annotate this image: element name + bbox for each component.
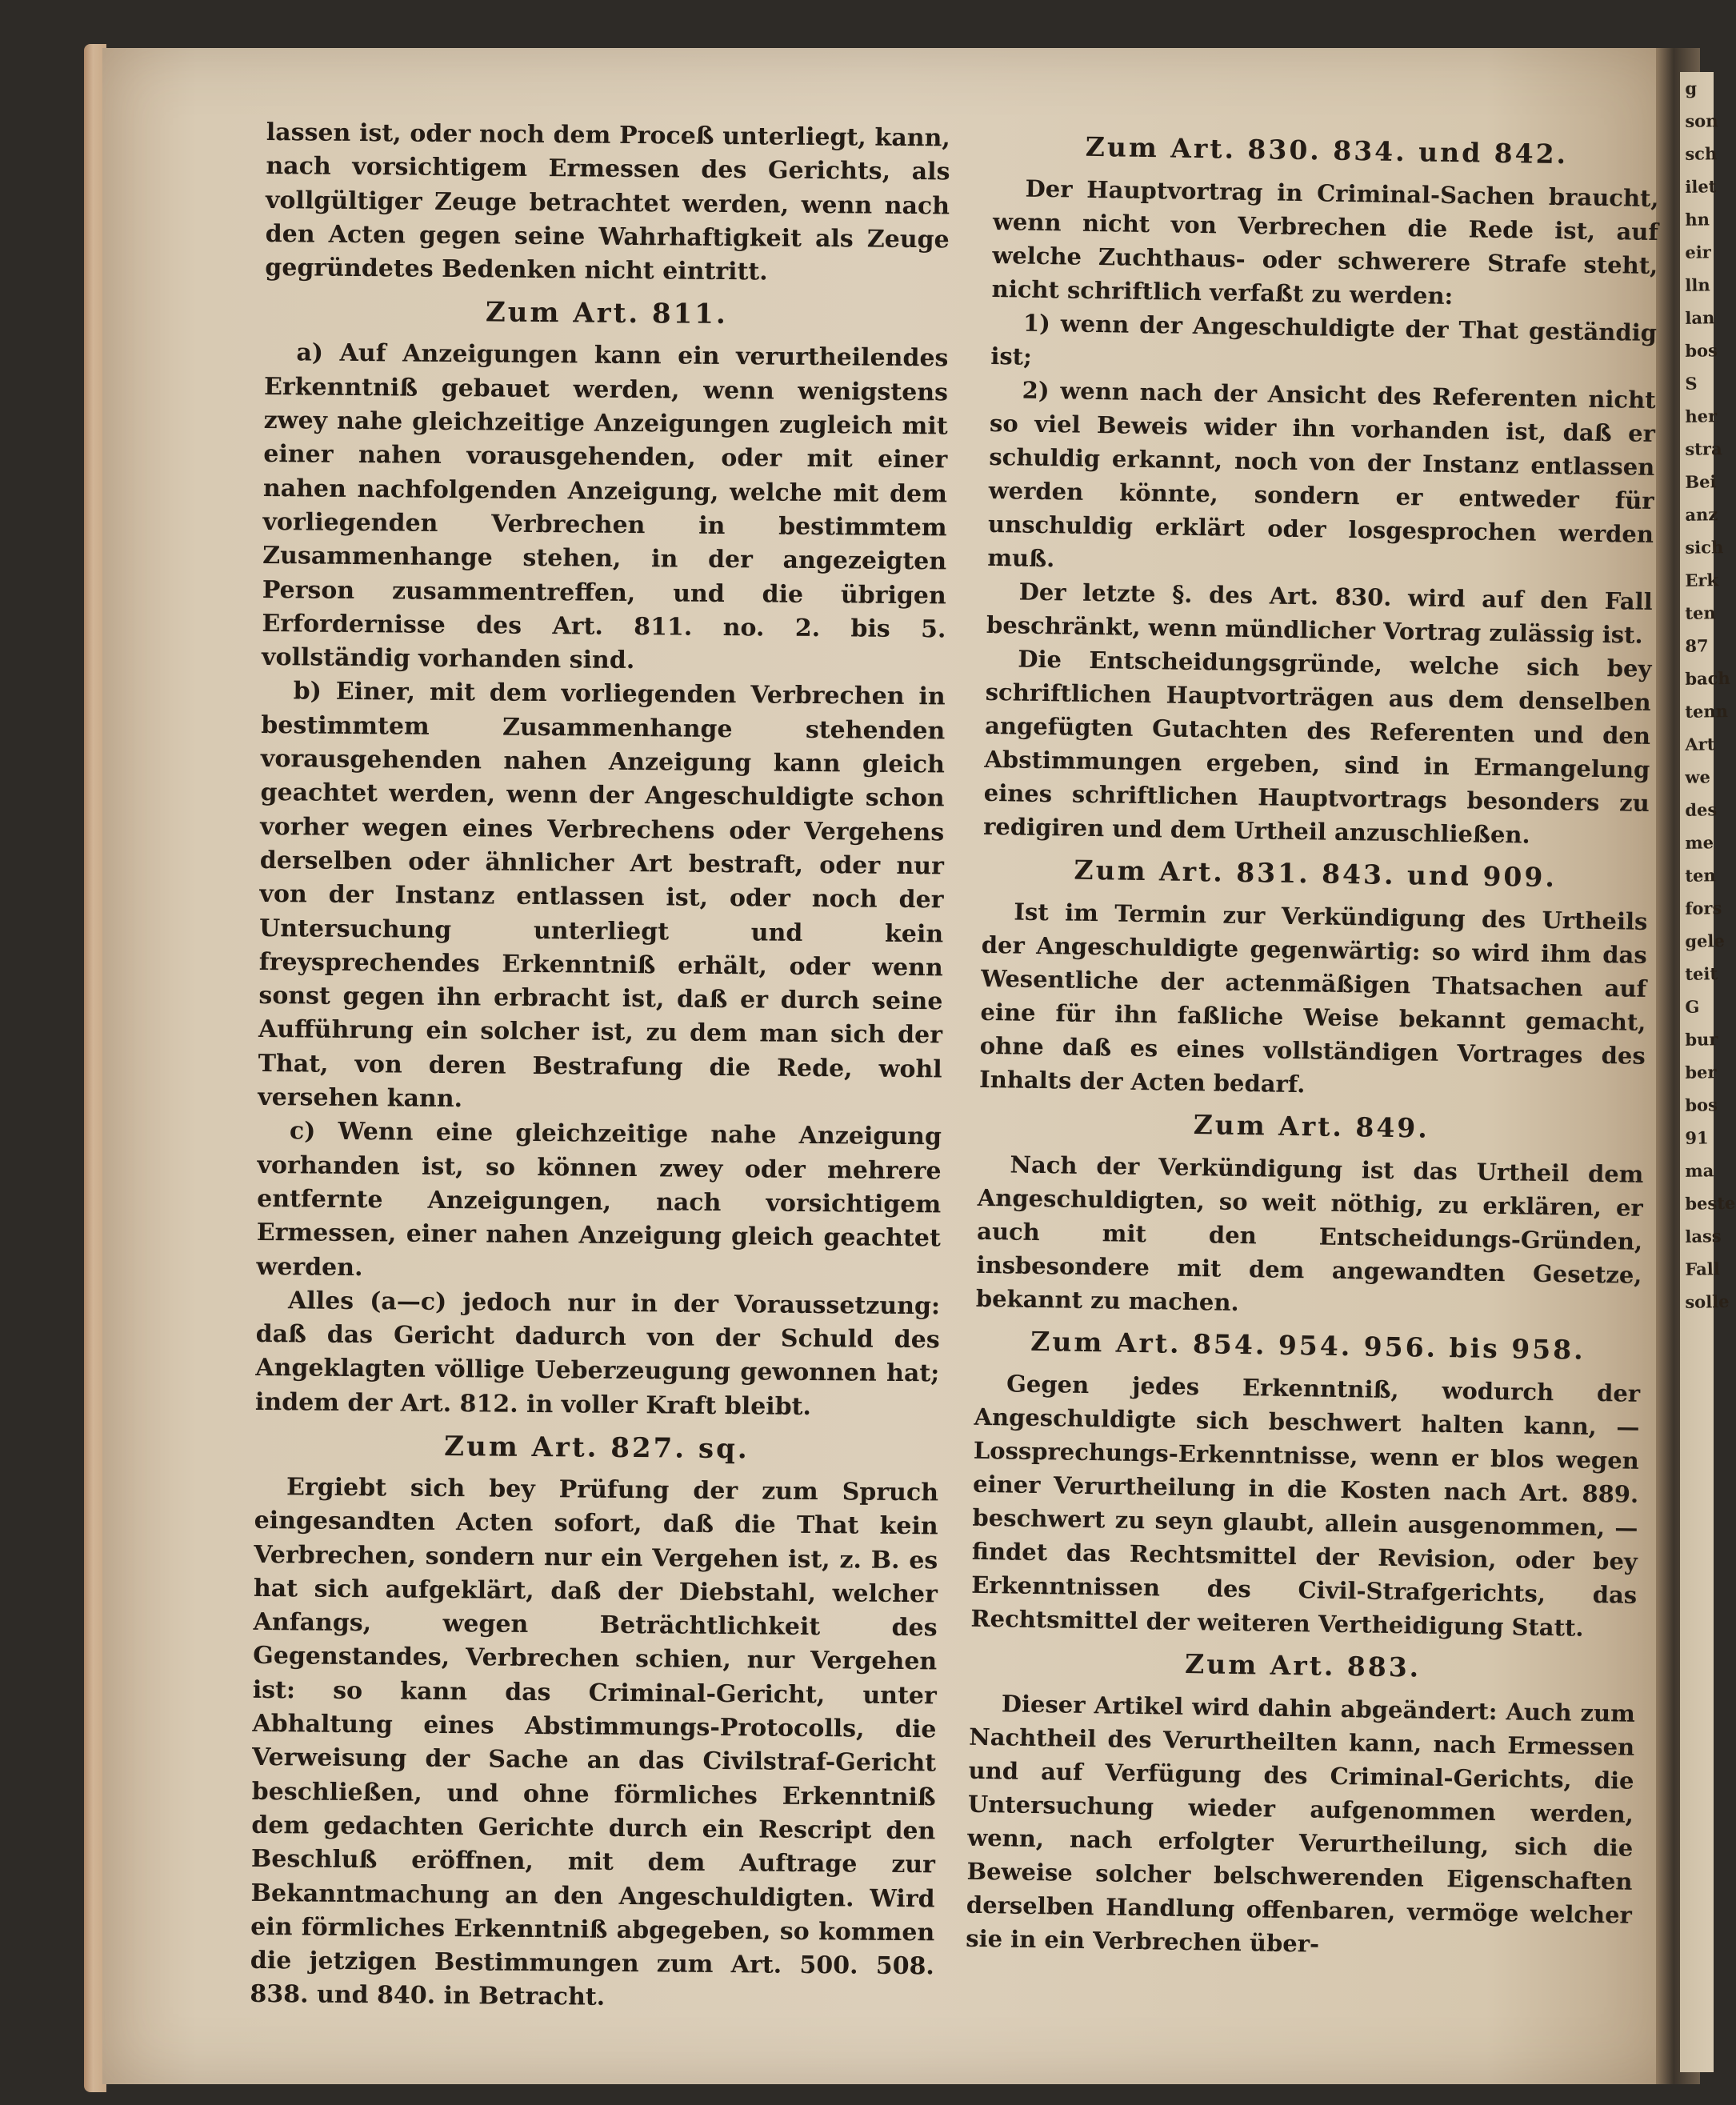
next-page-fragment: 87 (1685, 635, 1709, 656)
next-page-fragment: bos (1685, 340, 1718, 361)
heading-art-849: Zum Art. 849. (1193, 1109, 1430, 1144)
paragraph-811-alles: Alles (a—c) jedoch nur in der Voraussetzung: daß das Gericht dadurch von der Schuld des Angeklagten völlige Ueberzeugung gewonnen hat; indem der Art. 812. in voller Kraft bleibt. (254, 1287, 941, 1421)
next-page-fragment: Art (1685, 734, 1715, 754)
paragraph-811-b: b) Einer, mit dem vorliegenden Verbrechen in bestimmtem Zusammenhange stehenden vorausgehenden nahen Anzeigung kann gleich geachtet werden, wenn der Angeschuldigte schon vorher wegen eines Verbrechens oder Vergehens derselben oder ähnlicher Art bestraft, oder nur von der Instanz entlassen ist, oder noch der Untersuchung unterliegt und kein freysprechendes Erkenntniß erhält, oder wenn sonst gegen ihn erbracht ist, daß er durch seine Aufführung ein solcher ist, zu dem man sich der That, von deren Bestrafung die Rede, wohl versehen kann. (258, 677, 946, 1114)
paragraph-831: Ist im Termin zur Verkündigung des Urtheils der Angeschuldigte gegenwärtig: so wird ihm das Wesentliche der actenmäßigen Thatsachen auf eine für ihn faßliche Weise bekannt gemacht, ohne daß es eines vollständigen Vortrages des Inhalts der Acten bedarf. (978, 898, 1648, 1099)
next-page-fragment: sich (1685, 537, 1724, 558)
next-page-fragment: S (1685, 373, 1698, 394)
next-page-fragment: sch (1685, 143, 1718, 164)
paragraph-849: Nach der Verkündigung ist das Urtheil dem Angeschuldigten, so weit nöthig, zu erklären, er auch mit den Entscheidungs-Gründen, insbesondere mit dem angewandten Gesetze, bekannt zu machen. (975, 1151, 1644, 1316)
next-page-fragment: lan (1685, 307, 1715, 328)
next-page-fragment: ilet (1685, 176, 1717, 197)
heading-art-830: Zum Art. 830. 834. und 842. (1085, 130, 1569, 170)
next-page-fragment: Erk (1685, 570, 1719, 590)
next-page-fragment: Bei (1685, 471, 1717, 492)
next-page-fragment: bach (1685, 667, 1730, 689)
next-page-fragment: lass (1685, 1226, 1722, 1247)
paragraph-811-c: c) Wenn eine gleichzeitige nahe Anzeigung vorhanden ist, so können zwey oder mehrere entfernte Anzeigungen, nach vorsichtigem Ermessen, einer nahen Anzeigung gleich geachtet werden. (256, 1117, 942, 1282)
next-page-edge (1680, 72, 1736, 2072)
next-page-fragment: fors (1685, 898, 1722, 918)
heading-art-831: Zum Art. 831. 843. und 909. (1074, 854, 1558, 894)
next-page-fragment: Fall (1685, 1259, 1720, 1279)
next-page-fragment: hn (1685, 209, 1710, 230)
next-page-fragment: des (1685, 799, 1718, 820)
next-page-fragment: g (1685, 78, 1698, 98)
paragraph-854: Gegen jedes Erkenntniß, wodurch der Angeschuldigte sich beschwert halten kann, — Lossprechungs-Erkenntnisse, wenn er blos wegen einer Verurtheilung in die Kosten nach Art. 889. beschwert zu seyn glaubt, allein ausgenommen, — findet das Rechtsmittel der Revision, oder bey Erkenntnissen des Civil-Strafgerichts, das Rechtsmittel der weiteren Vertheidigung Statt. (970, 1370, 1641, 1642)
paragraph-827: Ergiebt sich bey Prüfung der zum Spruch eingesandten Acten sofort, daß die That kein Verbrechen, sondern nur ein Vergehen ist, z. B. es hat sich aufgeklärt, daß der Diebstahl, welcher Anfangs, wegen Beträchtlichkeit des Gegenstandes, Verbrechen schien, nur Vergehen ist: so kann das Criminal-Gericht, unter Abhaltung eines Abstimmungs-Protocolls, die Verweisung der Sache an das Civilstraf-Gericht beschließen, und ohne förmliches Erkenntniß dem gedachten Gerichte durch ein Rescript den Beschluß eröffnen, mit dem Auftrage zur Bekanntmachung an den Angeschuldigten. Wird ein förmliches Erkenntniß abgegeben, so kommen die jetzigen Bestimmungen zum Art. 500. 508. 838. und 840. in Betracht. (250, 1473, 939, 2012)
next-page-fragment: G (1685, 996, 1700, 1017)
next-page-fragment: bos (1685, 1095, 1718, 1115)
next-page-fragment: 91 (1685, 1127, 1709, 1148)
next-page-fragment: ten (1685, 602, 1716, 623)
next-page-fragment: lln (1685, 274, 1710, 295)
next-page-fragment: me (1685, 832, 1714, 853)
next-page-fragment: her (1685, 406, 1718, 426)
paragraph-830-last: Der letzte §. des Art. 830. wird auf den Fall beschränkt, wenn mündlicher Vortrag zulässig ist. (986, 578, 1653, 649)
heading-art-854: Zum Art. 854. 954. 956. bis 958. (1030, 1325, 1586, 1366)
paragraph-830-item-2: 2) wenn nach der Ansicht des Referenten nicht so viel Beweis wider ihn vorhanden ist, daß er schuldig erkannt, noch von der Instanz entlassen werden könnte, sondern er entweder für unschuldig erklärt oder losgesprochen werden muß. (987, 376, 1656, 573)
next-page-fragment: bur (1685, 1029, 1718, 1050)
next-page-fragment: stra (1685, 438, 1722, 459)
next-page-fragment: anz (1685, 504, 1718, 525)
right-column (966, 120, 1660, 1966)
heading-art-883: Zum Art. 883. (1184, 1647, 1422, 1683)
paragraph-811-a: a) Auf Anzeigungen kann ein verurtheilendes Erkenntniß gebauet werden, wenn wenigstens zwey nahe gleichzeitige Anzeigungen zugleich mit einer nahen vorausgehenden, oder mit einer nahen nachfolgenden Anzeigung, welche mit dem vorliegenden Verbrechen in bestimmtem Zusammenhange stehen, in der angezeigten Person zusammentreffen, und die übrigen Erfordernisse des Art. 811. no. 2. bis 5. vollständig vorhanden sind. (261, 338, 949, 675)
paragraph-continuation: lassen ist, oder noch dem Proceß unterliegt, kann, nach vorsichtigem Ermessen des Gerichts, als vollgültiger Zeuge betrachtet werden, wenn nach den Acten gegen seine Wahrhaftigkeit als Zeuge gegründetes Bedenken nicht eintritt. (265, 118, 950, 286)
next-page-fragment: eir (1685, 242, 1711, 262)
left-column (250, 116, 950, 2018)
next-page-fragment: solle (1685, 1291, 1730, 1312)
next-page-fragment: ber (1685, 1062, 1717, 1083)
heading-art-827: Zum Art. 827. sq. (444, 1430, 750, 1466)
paragraph-830-item-1: 1) wenn der Angeschuldigte der That geständig ist; (990, 309, 1658, 370)
heading-art-811: Zum Art. 811. (485, 296, 728, 331)
next-page-fragment: ma (1685, 1160, 1714, 1181)
next-page-fragment: gele (1685, 930, 1725, 951)
next-page-fragment: teit (1685, 963, 1718, 984)
next-page-fragment: we (1685, 766, 1711, 787)
paragraph-830-grounds: Die Entscheidungsgründe, welche sich bey schriftlichen Hauptvorträgen aus dem denselben angefügten Gutachten des Referenten und den Abstimmungen ergeben, sind in Ermangelung eines schriftlichen Hauptvortrags besonders zu redigiren und dem Urtheil anzuschließen. (982, 645, 1652, 849)
next-page-fragment: beste (1685, 1192, 1736, 1214)
next-page-fragment: ten (1685, 865, 1716, 886)
next-page-fragment: tenn (1685, 700, 1729, 722)
next-page-fragment: son (1685, 110, 1718, 131)
paragraph-883: Dieser Artikel wird dahin abgeändert: Auch zum Nachtheil des Verurtheilten kann, nach Ermessen und auf Verfügung des Criminal-Gerichts, die Untersuchung wieder aufgenommen werden, wenn, nach erfolgter Verurtheilung, sich die Beweise solcher belschwerenden Eigenschaften derselben Handlung offenbaren, vermöge welcher sie in ein Verbrechen über- (966, 1690, 1636, 1958)
paragraph-830: Der Hauptvortrag in Criminal-Sachen braucht, wenn nicht von Verbrechen die Rede ist, auf welche Zuchthaus- oder schwerere Strafe steht, nicht schriftlich verfaßt zu werden: (991, 174, 1659, 310)
